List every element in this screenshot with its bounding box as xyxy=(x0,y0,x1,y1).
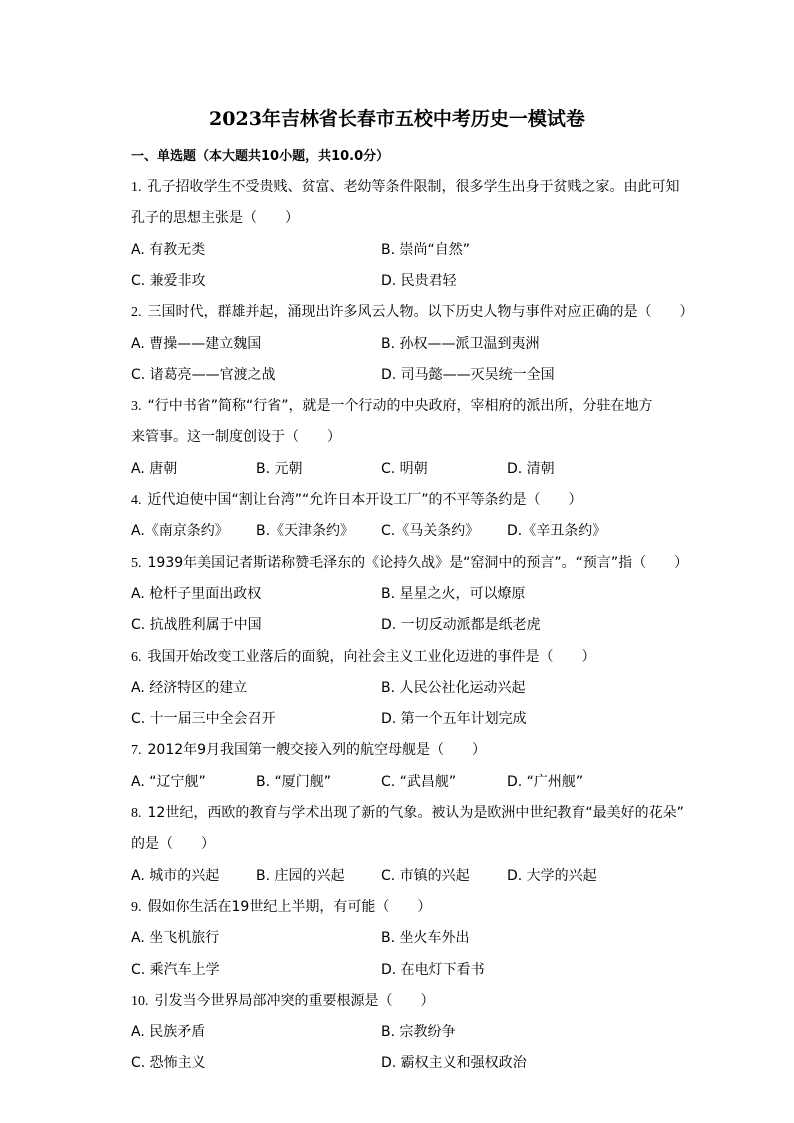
question-3-stem-line xyxy=(131,395,653,415)
question-9-stem-line xyxy=(131,896,431,916)
section-heading: 一、单选题（本大题共10小题，共10.0分） xyxy=(131,149,390,164)
question-text: 孔子的思想主张是（ ） xyxy=(131,210,299,227)
question-9-option-A: A. 坐飞机旅行 xyxy=(131,930,220,947)
question-3-option-C: C. 明朝 xyxy=(381,460,428,477)
question-2-option-C: C. 诸葛亮——官渡之战 xyxy=(131,366,276,383)
question-9-option-B: B. 坐火车外出 xyxy=(381,930,470,947)
question-7-option-D: D. “广州舰” xyxy=(507,773,584,790)
question-4-option-B: B.《天津条约》 xyxy=(256,523,355,540)
question-7-stem-line xyxy=(131,739,486,759)
question-number: 3. xyxy=(131,399,142,415)
question-text: “行中书省”简称“行省”，就是一个行动的中央政府，宰相府的派出所，分驻在地方 xyxy=(147,398,653,415)
question-number: 1. xyxy=(131,180,142,195)
question-6-option-C: C. 十一届三中全会召开 xyxy=(131,711,276,728)
question-5-option-A: A. 枪杆子里面出政权 xyxy=(131,585,262,602)
question-1-option-C: C. 兼爱非攻 xyxy=(131,272,206,289)
question-8-option-C: C. 市镇的兴起 xyxy=(381,867,470,884)
question-number: 10. xyxy=(131,993,149,1009)
question-number: 8. xyxy=(131,806,142,821)
question-3-stem-line xyxy=(131,426,341,446)
question-1-stem-line xyxy=(131,176,680,196)
question-1-option-B: B. 崇尚“自然” xyxy=(381,241,471,258)
question-1-option-D: D. 民贵君轻 xyxy=(381,272,457,289)
question-6-option-D: D. 第一个五年计划完成 xyxy=(381,711,527,728)
question-8-option-B: B. 庄园的兴起 xyxy=(256,867,345,884)
question-5-option-C: C. 抗战胜利属于中国 xyxy=(131,617,262,634)
question-2-option-B: B. 孙权——派卫温到夷洲 xyxy=(381,335,540,352)
question-5-option-B: B. 星星之火，可以燎原 xyxy=(381,585,526,602)
question-6-option-B: B. 人民公社化运动兴起 xyxy=(381,679,526,696)
question-1-option-A: A. 有教无类 xyxy=(131,241,206,258)
question-3-option-B: B. 元朝 xyxy=(256,460,303,477)
question-9-option-C: C. 乘汽车上学 xyxy=(131,961,220,978)
question-6-stem-line xyxy=(131,646,596,666)
question-6-option-A: A. 经济特区的建立 xyxy=(131,679,248,696)
question-8-option-A: A. 城市的兴起 xyxy=(131,867,220,884)
question-text: 的是（ ） xyxy=(131,836,215,853)
question-8-option-D: D. 大学的兴起 xyxy=(507,867,597,884)
question-number: 7. xyxy=(131,743,142,759)
question-10-option-A: A. 民族矛盾 xyxy=(131,1024,206,1041)
question-2-option-D: D. 司马懿——灭吴统一全国 xyxy=(381,366,555,383)
question-text: 我国开始改变工业落后的面貌，向社会主义工业化迈进的事件是（ ） xyxy=(147,648,596,665)
question-number: 6. xyxy=(131,649,142,665)
question-number: 9. xyxy=(131,899,142,915)
question-number: 4. xyxy=(131,493,142,508)
question-2-option-A: A. 曹操——建立魏国 xyxy=(131,335,262,352)
question-4-option-A: A.《南京条约》 xyxy=(131,523,229,540)
question-3-option-D: D. 清朝 xyxy=(507,460,555,477)
question-text: 三国时代，群雄并起，涌现出许多风云人物。以下历史人物与事件对应正确的是（ ） xyxy=(147,304,694,321)
question-text: 孔子招收学生不受贵贱、贫富、老幼等条件限制，很多学生出身于贫贱之家。由此可知 xyxy=(147,179,680,195)
question-7-option-A: A. “辽宁舰” xyxy=(131,773,206,790)
question-text: 近代迫使中国“割让台湾”“允许日本开设工厂”的不平等条约是（ ） xyxy=(147,492,583,508)
question-10-option-D: D. 霸权主义和强权政治 xyxy=(381,1055,527,1072)
question-text: 假如你生活在19世纪上半期，有可能（ ） xyxy=(147,898,432,915)
question-text: 2012年9月我国第一艘交接入列的航空母舰是（ ） xyxy=(147,742,487,759)
question-10-option-C: C. 恐怖主义 xyxy=(131,1055,206,1072)
question-number: 2. xyxy=(131,305,142,321)
question-5-stem-line xyxy=(131,552,688,572)
question-7-option-B: B. “厦门舰” xyxy=(256,773,332,790)
question-3-option-A: A. 唐朝 xyxy=(131,460,178,477)
question-4-option-C: C.《马关条约》 xyxy=(381,523,480,540)
question-1-stem-line xyxy=(131,207,299,227)
question-5-option-D: D. 一切反动派都是纸老虎 xyxy=(381,617,541,634)
question-9-option-D: D. 在电灯下看书 xyxy=(381,961,485,978)
question-8-stem-line xyxy=(131,833,215,853)
question-10-option-B: B. 宗教纷争 xyxy=(381,1024,456,1041)
question-8-stem-line xyxy=(131,802,684,822)
question-text: 来管事。这一制度创设于（ ） xyxy=(131,429,341,446)
question-text: 1939年美国记者斯诺称赞毛泽东的《论持久战》是“窑洞中的预言”。“预言”指（ ） xyxy=(147,554,689,571)
exam-title: 2023年吉林省长春市五校中考历史一模试卷 xyxy=(209,108,585,130)
question-4-stem-line xyxy=(131,489,583,509)
question-7-option-C: C. “武昌舰” xyxy=(381,773,457,790)
question-text: 引发当今世界局部冲突的重要根源是（ ） xyxy=(154,992,435,1009)
question-10-stem-line xyxy=(131,990,435,1010)
question-number: 5. xyxy=(131,555,142,571)
question-2-stem-line xyxy=(131,301,694,321)
question-text: 12世纪，西欧的教育与学术出现了新的气象。被认为是欧洲中世纪教育“最美好的花朵” xyxy=(147,805,684,821)
question-4-option-D: D.《辛丑条约》 xyxy=(507,523,607,540)
